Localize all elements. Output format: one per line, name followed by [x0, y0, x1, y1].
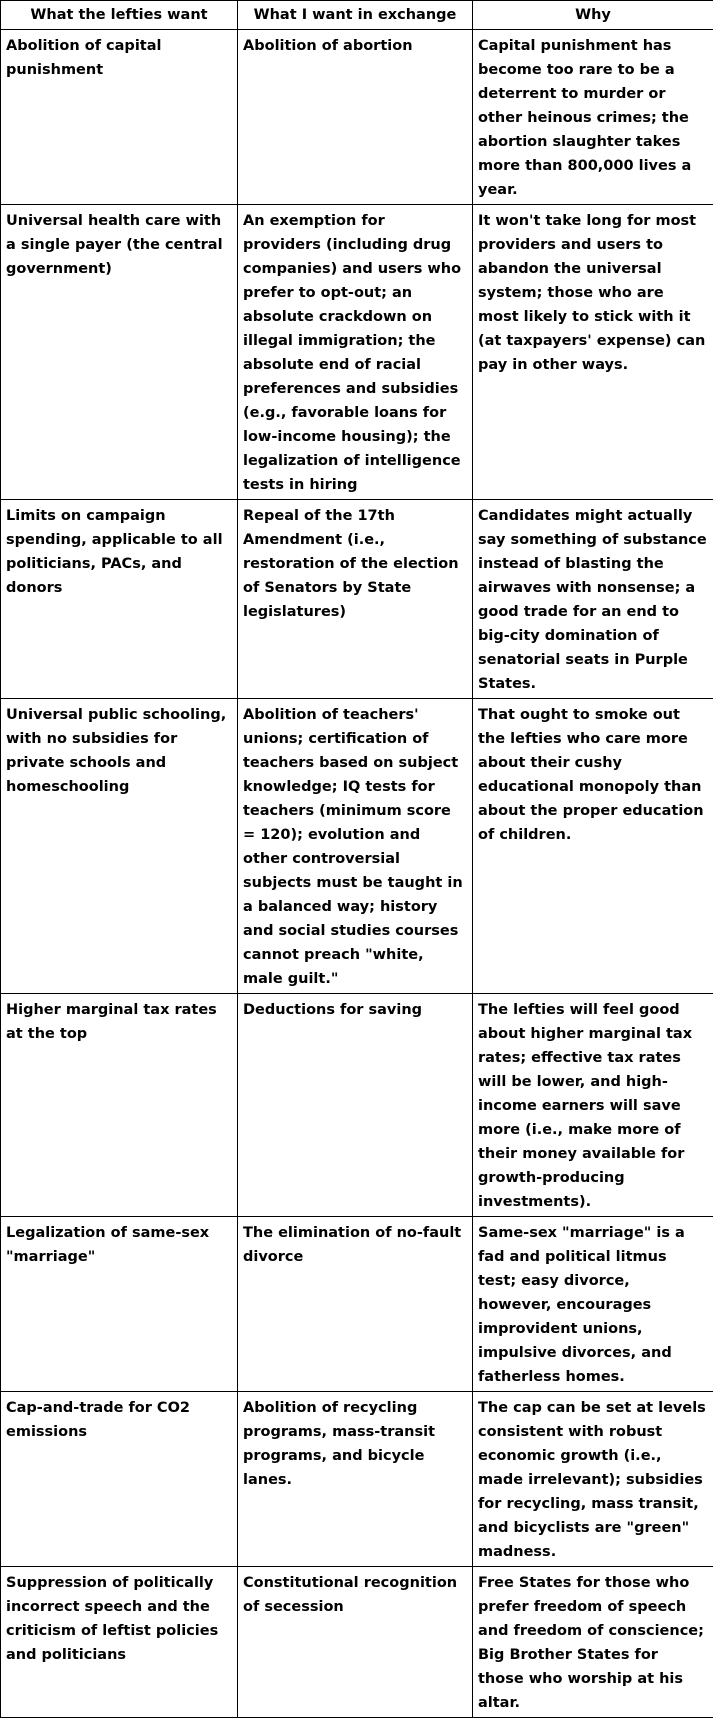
header-i-want: What I want in exchange [238, 1, 473, 30]
cell-i-want: An exemption for providers (including drug companies) and users who prefer to opt-out; an absolute crackdown on illegal immigration; the absolute end of racial preferences and subsidies (e.g., favorable loans for low-income housing); the legalization of intelligence tests in hiring [238, 205, 473, 500]
header-why: Why [473, 1, 713, 30]
table-row [1, 205, 713, 500]
table-row [1, 699, 713, 994]
cell-lefties-want: Universal public schooling, with no subsidies for private schools and homeschooling [1, 699, 238, 994]
cell-lefties-want: Legalization of same-sex "marriage" [1, 1217, 238, 1392]
cell-i-want: Constitutional recognition of secession [238, 1567, 473, 1718]
cell-i-want: Repeal of the 17th Amendment (i.e., restoration of the election of Senators by State legislatures) [238, 500, 473, 699]
table-row [1, 30, 713, 205]
cell-lefties-want: Limits on campaign spending, applicable to all politicians, PACs, and donors [1, 500, 238, 699]
cell-lefties-want: Universal health care with a single payer (the central government) [1, 205, 238, 500]
cell-why: It won't take long for most providers and users to abandon the universal system; those who are most likely to stick with it (at taxpayers' expense) can pay in other ways. [473, 205, 713, 500]
cell-why: Free States for those who prefer freedom of speech and freedom of conscience; Big Brother States for those who worship at his altar. [473, 1567, 713, 1718]
cell-i-want: Abolition of abortion [238, 30, 473, 205]
cell-why: Candidates might actually say something of substance instead of blasting the airwaves with nonsense; a good trade for an end to big-city domination of senatorial seats in Purple States. [473, 500, 713, 699]
cell-lefties-want: Higher marginal tax rates at the top [1, 994, 238, 1217]
table-row [1, 994, 713, 1217]
cell-why: The lefties will feel good about higher marginal tax rates; effective tax rates will be lower, and high-income earners will save more (i.e., make more of their money available for growth-producing investments). [473, 994, 713, 1217]
table-header-row [1, 1, 713, 30]
cell-i-want: Abolition of teachers' unions; certification of teachers based on subject knowledge; IQ tests for teachers (minimum score = 120); evolution and other controversial subjects must be taught in a balanced way; history and social studies courses cannot preach "white, male guilt." [238, 699, 473, 994]
cell-i-want: The elimination of no-fault divorce [238, 1217, 473, 1392]
cell-lefties-want: Cap-and-trade for CO2 emissions [1, 1392, 238, 1567]
cell-why: That ought to smoke out the lefties who care more about their cushy educational monopoly than about the proper education of children. [473, 699, 713, 994]
cell-i-want: Abolition of recycling programs, mass-transit programs, and bicycle lanes. [238, 1392, 473, 1567]
cell-i-want: Deductions for saving [238, 994, 473, 1217]
table-row [1, 1392, 713, 1567]
cell-why: Same-sex "marriage" is a fad and political litmus test; easy divorce, however, encourages improvident unions, impulsive divorces, and fatherless homes. [473, 1217, 713, 1392]
table-row [1, 1567, 713, 1718]
cell-lefties-want: Suppression of politically incorrect speech and the criticism of leftist policies and politicians [1, 1567, 238, 1718]
table-row [1, 500, 713, 699]
cell-why: The cap can be set at levels consistent with robust economic growth (i.e., made irrelevant); subsidies for recycling, mass transit, and bicyclists are "green" madness. [473, 1392, 713, 1567]
cell-why: Capital punishment has become too rare to be a deterrent to murder or other heinous crimes; the abortion slaughter takes more than 800,000 lives a year. [473, 30, 713, 205]
table-row [1, 1217, 713, 1392]
cell-lefties-want: Abolition of capital punishment [1, 30, 238, 205]
header-lefties-want: What the lefties want [1, 1, 238, 30]
